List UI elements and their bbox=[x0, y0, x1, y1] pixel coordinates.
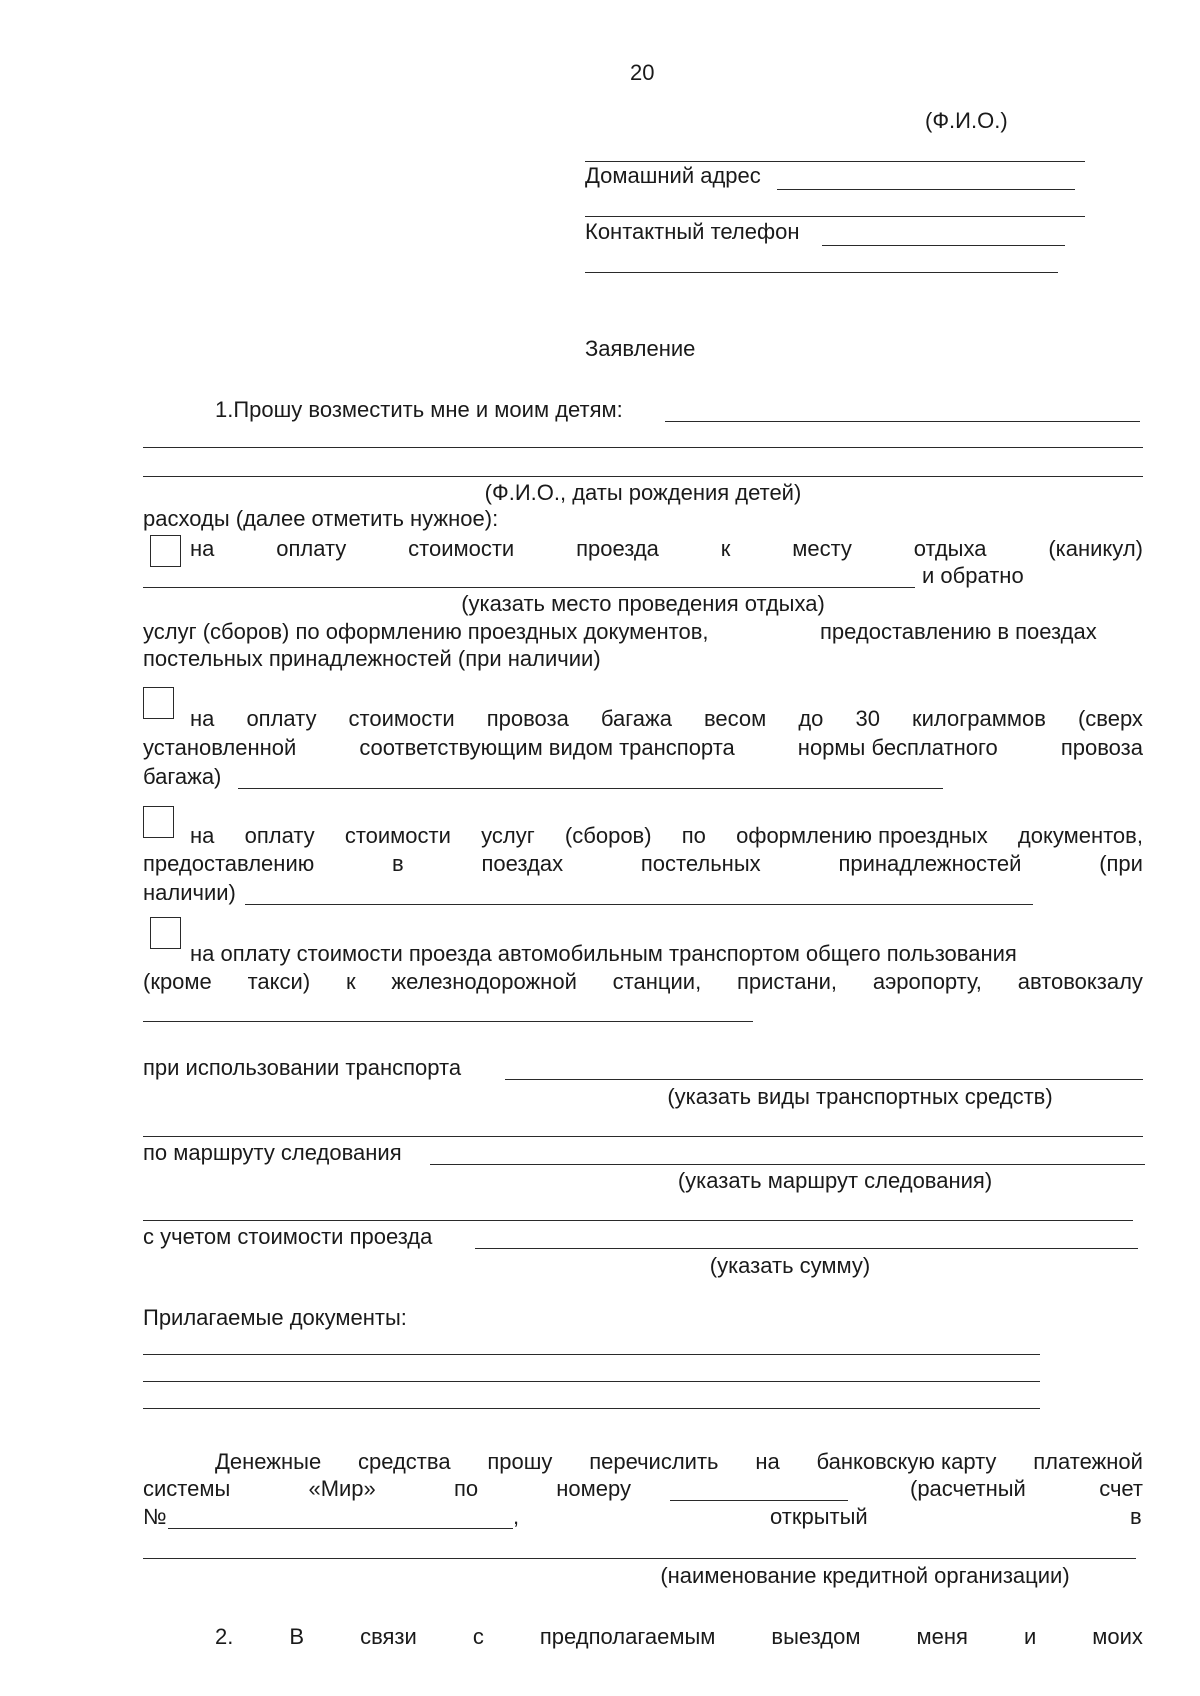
road-transport-field[interactable] bbox=[143, 993, 753, 1021]
item1-word: к bbox=[720, 536, 731, 561]
item3-word: поездах bbox=[481, 851, 564, 876]
bank-caption: (наименование кредитной организации) bbox=[660, 1563, 1070, 1588]
item3-word: (при bbox=[1099, 851, 1143, 876]
bank-word: номеру bbox=[556, 1476, 631, 1501]
account-field[interactable] bbox=[168, 1500, 513, 1528]
services-line2: постельных принадлежностей (при наличии) bbox=[143, 646, 601, 671]
item1-word: отдыха bbox=[913, 536, 987, 561]
cost-line bbox=[475, 1248, 1138, 1249]
item4-word: пристани, bbox=[736, 969, 838, 994]
home-address-field-2[interactable] bbox=[585, 188, 1085, 216]
item4-word: (кроме bbox=[143, 969, 212, 994]
bank-word: платежной bbox=[1033, 1449, 1143, 1474]
item4-line2 bbox=[143, 969, 1143, 995]
item3-word: на bbox=[190, 823, 215, 848]
item2-line1 bbox=[190, 706, 1143, 732]
item3-line3: наличии) bbox=[143, 880, 236, 905]
item2-word: багажа bbox=[600, 706, 672, 731]
fio-field[interactable] bbox=[585, 133, 1085, 161]
section2-word: меня bbox=[916, 1624, 968, 1649]
item1-word: месту bbox=[792, 536, 852, 561]
bank-word: по bbox=[453, 1476, 479, 1501]
item2-word: соответствующим видом транспорта bbox=[359, 735, 735, 760]
item1-word: проезда bbox=[576, 536, 659, 561]
item4-word: аэропорту, bbox=[872, 969, 982, 994]
item2-word: на bbox=[190, 706, 215, 731]
bank-word: перечислить bbox=[589, 1449, 719, 1474]
home-address-field[interactable] bbox=[777, 161, 1075, 189]
item4-word: автовокзалу bbox=[1017, 969, 1143, 994]
expenses-intro: расходы (далее отметить нужное): bbox=[143, 506, 499, 531]
item3-word: оформлению проездных bbox=[736, 823, 988, 848]
item2-word: провоза bbox=[1060, 735, 1143, 760]
item2-line2 bbox=[143, 735, 1143, 761]
item4-word: к bbox=[345, 969, 356, 994]
checkbox-road-transport[interactable] bbox=[150, 917, 181, 949]
place-caption: (указать место проведения отдыха) bbox=[461, 591, 825, 616]
section2-line bbox=[215, 1624, 1143, 1650]
page-title: Заявление bbox=[585, 336, 696, 361]
bank-name-field[interactable] bbox=[143, 1530, 1136, 1558]
and-back-text: и обратно bbox=[922, 563, 1024, 588]
section2-word: В bbox=[289, 1624, 305, 1649]
attachments-line-3 bbox=[143, 1408, 1040, 1409]
section2-word: выездом bbox=[771, 1624, 861, 1649]
item4-word: такси) bbox=[247, 969, 311, 994]
section2-word: связи bbox=[360, 1624, 417, 1649]
attachments-field-1[interactable] bbox=[143, 1326, 1040, 1354]
bank-word: «Мир» bbox=[308, 1476, 376, 1501]
documents-field[interactable] bbox=[245, 876, 1033, 904]
item2-word: до bbox=[798, 706, 824, 731]
account-prefix: № bbox=[143, 1504, 167, 1529]
item4-word: железнодорожной bbox=[391, 969, 577, 994]
bank-word: средства bbox=[357, 1449, 451, 1474]
baggage-field[interactable] bbox=[238, 760, 943, 788]
section2-word: и bbox=[1023, 1624, 1037, 1649]
item3-word: услуг bbox=[481, 823, 535, 848]
route-line bbox=[430, 1164, 1145, 1165]
bank-line2-right bbox=[910, 1476, 1143, 1502]
bank-word: на bbox=[755, 1449, 780, 1474]
route-label: по маршруту следования bbox=[143, 1140, 402, 1165]
route-field-2[interactable] bbox=[143, 1192, 1133, 1220]
children-caption bbox=[143, 480, 1143, 506]
transport-line bbox=[505, 1079, 1143, 1080]
cost-field[interactable] bbox=[475, 1220, 1138, 1248]
route-caption: (указать маршрут следования) bbox=[677, 1168, 993, 1193]
transport-caption: (указать виды транспортных средств) bbox=[667, 1084, 1053, 1109]
item3-line1 bbox=[190, 823, 1143, 849]
item3-word: постельных bbox=[640, 851, 761, 876]
cost-label: с учетом стоимости проезда bbox=[143, 1224, 433, 1249]
item3-word: стоимости bbox=[344, 823, 451, 848]
contact-phone-label: Контактный телефон bbox=[585, 219, 800, 244]
item1-word: оплату bbox=[276, 536, 347, 561]
bank-word: (расчетный bbox=[910, 1476, 1026, 1501]
transport-field[interactable] bbox=[505, 1051, 1143, 1079]
item3-word: по bbox=[681, 823, 706, 848]
item2-word: нормы бесплатного bbox=[797, 735, 998, 760]
item3-line2 bbox=[143, 851, 1143, 877]
item2-word: 30 bbox=[855, 706, 880, 731]
item3-word: принадлежностей bbox=[838, 851, 1022, 876]
item2-line3: багажа) bbox=[143, 764, 222, 789]
account-line bbox=[168, 1528, 513, 1529]
section2-word: предполагаемым bbox=[539, 1624, 716, 1649]
in-text: в bbox=[1130, 1504, 1142, 1529]
bank-word: Денежные bbox=[215, 1449, 322, 1474]
children-field-1[interactable] bbox=[665, 393, 1140, 421]
children-caption-text: (Ф.И.О., даты рождения детей) bbox=[484, 480, 802, 505]
bank-word: банковскую карту bbox=[816, 1449, 997, 1474]
item4-word: станции, bbox=[612, 969, 702, 994]
item4-line1: на оплату стоимости проезда автомобильным транспортом общего пользования bbox=[190, 941, 1017, 966]
item2-word: установленной bbox=[143, 735, 297, 760]
card-number-field[interactable] bbox=[670, 1472, 848, 1500]
transport-label: при использовании транспорта bbox=[143, 1055, 462, 1080]
checkbox-baggage[interactable] bbox=[143, 687, 174, 719]
item2-word: (сверх bbox=[1077, 706, 1143, 731]
bank-word: прошу bbox=[487, 1449, 553, 1474]
bank-name-line bbox=[143, 1558, 1136, 1559]
item1-word: на bbox=[190, 536, 215, 561]
page-number: 20 bbox=[630, 60, 655, 85]
item1-word: стоимости bbox=[408, 536, 515, 561]
item1-word: (каникул) bbox=[1048, 536, 1143, 561]
children-field-3[interactable] bbox=[143, 448, 1143, 476]
children-field-2[interactable] bbox=[143, 419, 1143, 447]
children-line-3 bbox=[143, 476, 1143, 477]
route-field[interactable] bbox=[430, 1136, 1145, 1164]
bank-word: счет bbox=[1099, 1476, 1143, 1501]
section2-word: моих bbox=[1092, 1624, 1143, 1649]
services-line1-right: предоставлению в поездах bbox=[820, 619, 1097, 644]
attachments-field-3[interactable] bbox=[143, 1380, 1040, 1408]
baggage-line bbox=[238, 788, 943, 789]
attachments-label: Прилагаемые документы: bbox=[143, 1305, 407, 1330]
documents-line bbox=[245, 904, 1033, 905]
item3-word: в bbox=[392, 851, 404, 876]
item2-word: провоза bbox=[486, 706, 569, 731]
account-comma: , bbox=[513, 1504, 520, 1529]
transport-field-2[interactable] bbox=[143, 1108, 1143, 1136]
fio-caption: (Ф.И.О.) bbox=[925, 108, 1008, 133]
attachments-field-2[interactable] bbox=[143, 1353, 1040, 1381]
cost-caption: (указать сумму) bbox=[709, 1253, 871, 1278]
section2-word: с bbox=[472, 1624, 484, 1649]
item2-word: килограммов bbox=[911, 706, 1046, 731]
services-line1-left: услуг (сборов) по оформлению проездных документов, bbox=[143, 619, 709, 644]
item3-word: (сборов) bbox=[564, 823, 652, 848]
bank-line2-left bbox=[143, 1476, 631, 1502]
road-transport-line bbox=[143, 1021, 753, 1022]
contact-phone-field[interactable] bbox=[822, 217, 1065, 245]
place-field[interactable] bbox=[143, 559, 915, 587]
opened-text: открытый bbox=[770, 1504, 868, 1529]
card-number-line bbox=[670, 1500, 848, 1501]
checkbox-documents-and-bedding[interactable] bbox=[143, 806, 174, 838]
item3-word: документов, bbox=[1017, 823, 1143, 848]
home-address-label: Домашний адрес bbox=[585, 163, 761, 188]
request-line: 1.Прошу возместить мне и моим детям: bbox=[215, 397, 623, 422]
contact-phone-field-2[interactable] bbox=[585, 244, 1058, 272]
item3-word: предоставлению bbox=[143, 851, 315, 876]
item2-word: оплату bbox=[246, 706, 317, 731]
item3-word: оплату bbox=[244, 823, 315, 848]
place-line bbox=[143, 587, 915, 588]
section2-word: 2. bbox=[215, 1624, 234, 1649]
item2-word: весом bbox=[703, 706, 767, 731]
bank-word: системы bbox=[143, 1476, 231, 1501]
item2-word: стоимости bbox=[348, 706, 455, 731]
contact-phone-line-2 bbox=[585, 272, 1058, 273]
